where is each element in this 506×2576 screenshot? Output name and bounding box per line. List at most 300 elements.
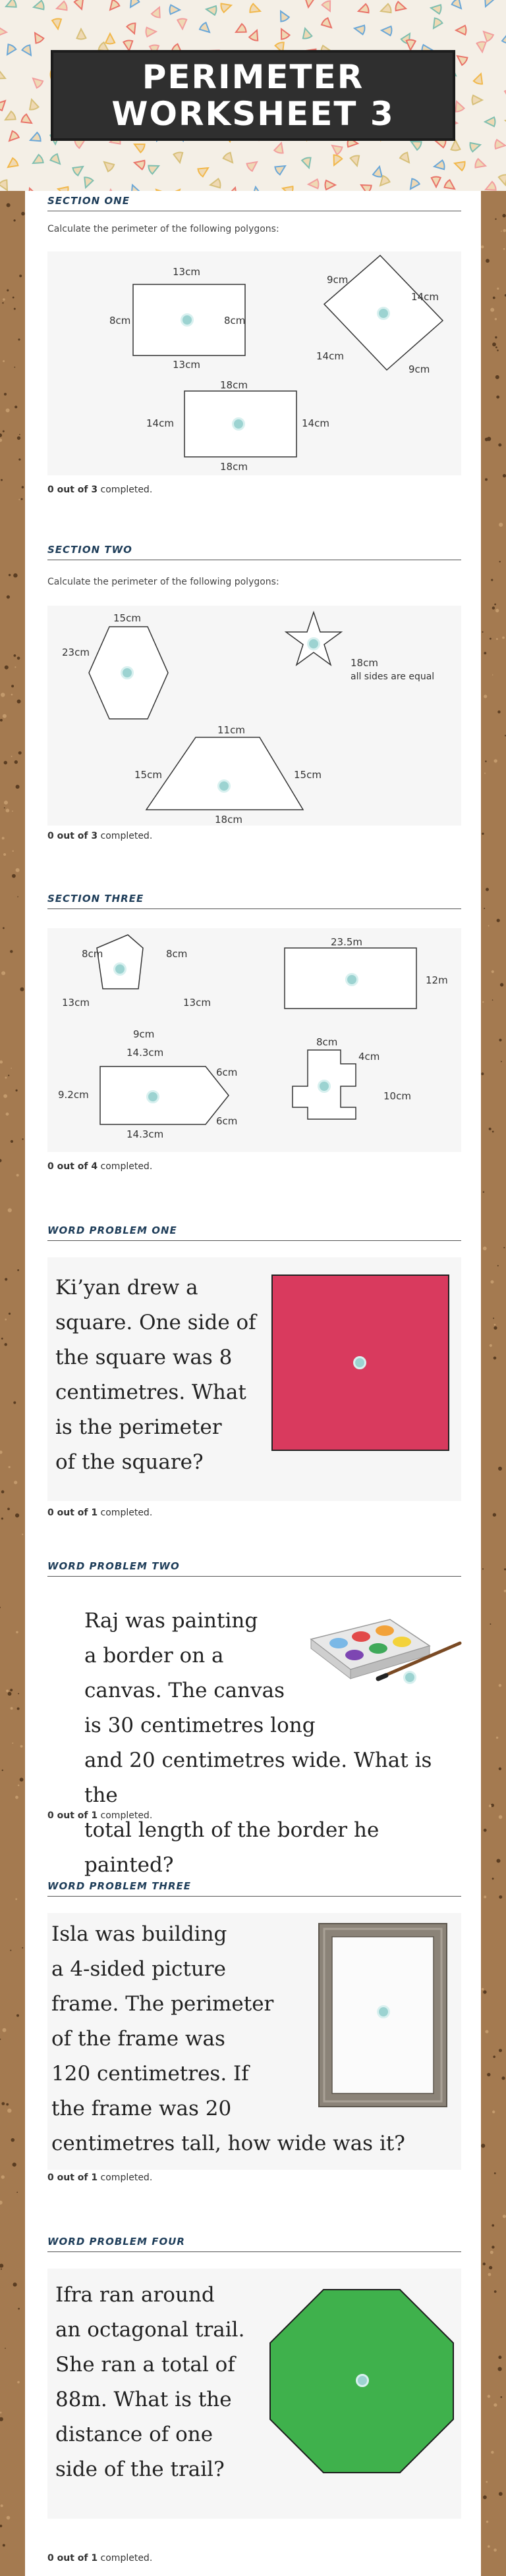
wood-speckle	[488, 925, 490, 926]
wood-speckle	[498, 2367, 502, 2371]
wood-speckle	[489, 1804, 492, 1807]
text-line: the frame was 20	[51, 2097, 232, 2120]
wood-speckle	[1, 2269, 2, 2270]
word-problem-three-panel	[47, 1913, 461, 2170]
pencil-shaving	[199, 22, 213, 36]
label-cross-right: 10cm	[383, 1090, 411, 1102]
pencil-shaving	[322, 0, 334, 13]
label-rect2-left: 14cm	[146, 417, 174, 429]
wood-speckle	[499, 1039, 501, 1041]
word-problem-four-heading: WORD PROBLEM FOUR	[47, 2236, 185, 2247]
wood-speckle	[481, 2143, 485, 2147]
pencil-shaving	[153, 186, 167, 191]
wood-speckle	[17, 657, 20, 660]
wood-speckle	[497, 919, 500, 922]
label-trap-bottom: 18cm	[215, 814, 242, 826]
wood-speckle	[18, 2308, 20, 2310]
wood-speckle	[491, 1280, 494, 1284]
pencil-shaving	[173, 151, 184, 163]
wood-speckle	[5, 1319, 7, 1321]
pencil-shaving	[52, 18, 63, 30]
pencil-shaving	[473, 72, 485, 85]
label-rect-right: 12m	[426, 974, 448, 986]
wood-speckle	[495, 346, 497, 348]
answer-hotspot[interactable]	[146, 1090, 159, 1103]
wood-speckle	[1, 2175, 5, 2178]
answer-hotspot[interactable]	[403, 1671, 416, 1684]
trapezium	[146, 737, 303, 810]
wood-speckle	[18, 338, 20, 340]
wood-speckle	[16, 868, 20, 872]
section-two-instruction: Calculate the perimeter of the following polygons:	[47, 577, 279, 587]
pencil-shaving	[169, 5, 180, 14]
wood-speckle	[11, 685, 14, 687]
text-line: an octagonal trail.	[55, 2318, 245, 2342]
wood-speckle	[487, 2073, 490, 2076]
pencil-shaving	[3, 111, 16, 124]
wood-speckle	[11, 694, 13, 696]
pencil-shaving	[0, 27, 7, 37]
wood-speckle	[495, 219, 496, 220]
pencil-shaving	[495, 140, 506, 150]
text-line: centimetres tall, how wide was it?	[51, 2132, 405, 2155]
section-three-shapes	[47, 928, 461, 1152]
text-line: Raj was painting	[84, 1609, 258, 1633]
label-rect-top: 23.5m	[331, 936, 363, 948]
pencil-shaving	[101, 159, 115, 172]
wood-speckle	[8, 1692, 12, 1696]
wood-speckle	[0, 2417, 3, 2421]
wood-speckle	[486, 2030, 489, 2034]
wood-speckle	[1, 1517, 3, 1519]
wood-speckle	[482, 833, 484, 835]
answer-hotspot[interactable]	[217, 779, 231, 793]
wood-speckle	[16, 1631, 18, 1634]
wood-speckle	[14, 308, 16, 310]
wood-speckle	[492, 674, 493, 675]
pencil-shaving	[502, 32, 506, 43]
arrow-shape	[100, 1066, 229, 1124]
wood-speckle	[502, 214, 505, 217]
wood-speckle	[3, 927, 5, 929]
wood-speckle	[20, 1745, 23, 1748]
wood-speckle	[497, 288, 499, 290]
word-problem-one-text	[55, 1271, 256, 1480]
wood-speckle	[7, 203, 11, 207]
answer-hotspot[interactable]	[377, 307, 390, 320]
wood-speckle	[5, 1343, 7, 1346]
pencil-shaving	[151, 5, 163, 18]
title-box	[51, 50, 455, 141]
wood-speckle	[17, 2381, 20, 2384]
wood-speckle	[22, 1138, 23, 1140]
wood-speckle	[16, 1174, 19, 1176]
wood-speckle	[0, 1159, 2, 1163]
section-three-panel	[47, 928, 461, 1152]
wood-speckle	[499, 1768, 501, 1770]
label-diamond-tl: 9cm	[327, 274, 349, 286]
pencil-shaving	[57, 184, 69, 191]
wood-speckle	[492, 606, 495, 609]
wood-speckle	[502, 637, 505, 639]
wood-speckle	[14, 367, 15, 368]
pencil-shaving	[406, 39, 416, 50]
wood-speckle	[485, 760, 487, 762]
wood-speckle	[3, 714, 7, 718]
wood-speckle	[8, 1208, 12, 1212]
wood-speckle	[17, 896, 18, 897]
wood-speckle	[496, 1737, 498, 1739]
wood-speckle	[1, 479, 3, 481]
text-line: canvas. The canvas	[84, 1679, 285, 1702]
pencil-shaving	[234, 24, 247, 37]
wood-speckle	[18, 1693, 19, 1695]
wood-speckle	[6, 808, 10, 812]
pencil-shaving	[0, 70, 7, 82]
wood-speckle	[486, 888, 489, 891]
pencil-shaving	[72, 163, 86, 176]
answer-hotspot[interactable]	[121, 666, 134, 679]
word-problem-four-text	[55, 2278, 244, 2487]
text-line: Ki’yan drew a	[55, 1276, 198, 1300]
pencil-shaving	[350, 155, 362, 167]
wood-speckle	[482, 1988, 484, 1991]
text-line: of the frame was	[51, 2027, 225, 2051]
wood-speckle	[481, 1072, 484, 1075]
wood-speckle	[482, 631, 483, 633]
wood-speckle	[492, 1878, 494, 1879]
wood-speckle	[493, 1357, 497, 1360]
pencil-shaving	[246, 158, 260, 171]
wood-speckle	[6, 408, 10, 412]
wood-speckle	[503, 229, 506, 232]
wood-speckle	[13, 2282, 17, 2286]
section-three-progress: 0 out of 4 completed.	[47, 1161, 153, 1172]
pencil-shaving	[31, 154, 44, 167]
wood-speckle	[2, 302, 3, 303]
wood-speckle	[499, 1684, 501, 1687]
wood-speckle	[0, 719, 3, 722]
wood-speckle	[3, 2028, 7, 2032]
pencil-shaving	[55, 1, 68, 13]
wood-speckle	[18, 499, 20, 500]
label-pent-l: 13cm	[62, 997, 90, 1009]
section-two-heading: SECTION TWO	[47, 544, 132, 556]
wood-speckle	[0, 2264, 3, 2268]
answer-hotspot[interactable]	[356, 2374, 369, 2387]
wood-speckle	[503, 248, 505, 250]
wood-speckle	[493, 1327, 497, 1330]
label-arrow-tip-bottom: 6cm	[216, 1115, 238, 1127]
wood-speckle	[3, 431, 5, 433]
text-line: distance of one	[55, 2423, 213, 2446]
pencil-shaving	[5, 157, 19, 171]
wood-speckle	[10, 1950, 11, 1951]
section-divider	[47, 1576, 461, 1577]
pencil-shaving	[430, 3, 441, 14]
section-one-instruction: Calculate the perimeter of the following polygons:	[47, 224, 279, 234]
wood-speckle	[14, 1481, 17, 1484]
label-star-side: 18cm	[351, 657, 378, 669]
pencil-shaving	[281, 184, 294, 191]
wood-speckle	[0, 433, 2, 437]
wood-speckle	[6, 2103, 9, 2106]
wood-speckle	[5, 666, 9, 670]
pencil-shaving	[49, 153, 63, 167]
section-divider	[47, 908, 461, 909]
wood-speckle	[491, 2451, 493, 2454]
pencil-shaving	[277, 9, 290, 22]
wood-speckle	[19, 275, 22, 277]
wood-speckle	[1, 971, 5, 975]
wood-speckle	[494, 2290, 497, 2293]
wood-speckle	[16, 2014, 19, 2017]
pencil-shaving	[485, 117, 495, 126]
wood-speckle	[498, 1467, 502, 1471]
section-one-heading: SECTION ONE	[47, 195, 130, 207]
wood-speckle	[0, 2525, 2, 2527]
pencil-shaving	[107, 0, 121, 13]
text-line: is the perimeter	[55, 1415, 222, 1439]
wood-speckle	[9, 1313, 11, 1315]
pencil-shaving	[31, 30, 44, 44]
wood-speckle	[494, 1324, 496, 1326]
label-trap-right: 15cm	[294, 769, 322, 781]
word-problem-two-heading: WORD PROBLEM TWO	[47, 1560, 180, 1572]
word-problem-one-progress: 0 out of 1 completed.	[47, 1508, 153, 1518]
text-line: is 30 centimetres long	[84, 1714, 316, 1737]
pencil-shaving	[28, 132, 42, 145]
pencil-shaving	[133, 158, 146, 170]
wood-speckle	[4, 393, 7, 396]
wood-speckle	[11, 2138, 15, 2142]
pencil-shaving	[476, 41, 487, 53]
section-divider	[47, 1240, 461, 1241]
wood-speckle	[12, 874, 16, 878]
section-three-heading: SECTION THREE	[47, 893, 144, 905]
pencil-shaving	[223, 152, 237, 166]
wood-speckle	[7, 1508, 10, 1510]
pencil-shaving	[274, 162, 288, 175]
wood-speckle	[484, 1829, 487, 1832]
text-line: the square was 8	[55, 1346, 233, 1369]
pencil-shaving	[251, 186, 262, 191]
answer-hotspot[interactable]	[345, 973, 358, 986]
wood-speckle	[6, 1113, 9, 1116]
wood-speckle	[500, 983, 503, 986]
pencil-shaving	[482, 0, 494, 9]
pencil-shaving	[126, 0, 140, 10]
wood-speckle	[16, 1090, 18, 1091]
label-rect2-bottom: 18cm	[220, 461, 248, 473]
wood-speckle	[17, 1269, 19, 1271]
wood-speckle	[15, 1513, 19, 1517]
text-line: 88m. What is the	[55, 2388, 232, 2411]
text-line: total length of the border he painted?	[84, 1818, 380, 1877]
answer-hotspot[interactable]	[181, 313, 194, 327]
wood-speckle	[17, 1708, 20, 1710]
pentagon	[97, 935, 143, 989]
wood-speckle	[498, 2355, 501, 2359]
wood-speckle	[1, 2102, 5, 2105]
wood-speckle	[486, 2481, 488, 2483]
wood-speckle	[18, 1785, 20, 1787]
answer-hotspot[interactable]	[113, 962, 126, 976]
wood-speckle	[3, 360, 5, 362]
wood-speckle	[12, 810, 13, 812]
section-two-progress: 0 out of 3 completed.	[47, 831, 153, 841]
wood-speckle	[492, 999, 493, 1001]
label-pent-r: 13cm	[183, 997, 211, 1009]
wood-speckle	[2, 1770, 3, 1771]
wood-speckle	[503, 1247, 505, 1248]
label-cross-top: 8cm	[316, 1036, 338, 1048]
wood-speckle	[490, 2251, 493, 2254]
pencil-shaving	[399, 151, 413, 165]
pencil-shaving	[0, 97, 9, 111]
pencil-shaving	[81, 176, 93, 189]
wood-speckle	[3, 298, 5, 301]
answer-hotspot[interactable]	[307, 637, 320, 650]
label-pent-tr: 8cm	[166, 948, 188, 960]
wood-speckle	[493, 1513, 496, 1516]
pencil-shaving	[308, 179, 319, 189]
pencil-shaving	[105, 34, 115, 44]
wood-speckle	[484, 1896, 486, 1899]
wood-speckle	[499, 561, 501, 562]
wood-speckle	[496, 638, 498, 640]
pencil-shaving	[359, 181, 372, 191]
wood-speckle	[14, 654, 16, 657]
wood-speckle	[22, 1947, 23, 1949]
worksheet-content	[25, 191, 481, 2576]
pencil-shaving	[220, 1, 233, 13]
pencil-shaving	[357, 4, 370, 16]
wood-speckle	[11, 756, 13, 757]
wood-speckle	[495, 318, 497, 320]
pencil-shaving	[30, 75, 43, 89]
wood-speckle	[497, 1859, 501, 1863]
wood-speckle	[489, 2266, 492, 2269]
wood-speckle	[1, 1490, 5, 1494]
answer-hotspot[interactable]	[353, 1356, 366, 1369]
pencil-shaving	[474, 159, 487, 171]
answer-hotspot[interactable]	[232, 417, 245, 431]
wood-speckle	[13, 297, 14, 299]
wood-speckle	[492, 2224, 494, 2227]
title-line-1: PERIMETER	[142, 58, 364, 96]
wood-speckle	[499, 2049, 502, 2052]
pencil-shaving	[146, 27, 156, 37]
pencil-shaving	[498, 174, 506, 186]
wood-speckle	[486, 2521, 488, 2523]
label-arrow-top: 14.3cm	[126, 1047, 164, 1059]
wood-speckle	[483, 1247, 487, 1251]
label-rect2-top: 18cm	[220, 379, 248, 391]
label-rect1-left: 8cm	[109, 315, 131, 327]
pencil-shaving	[197, 164, 211, 177]
pencil-shaving	[430, 17, 443, 31]
wood-speckle	[15, 1898, 17, 1900]
pencil-shaving	[170, 186, 184, 191]
label-arrow-bottom: 14.3cm	[126, 1128, 164, 1140]
pencil-shaving	[432, 176, 441, 187]
label-star-note: all sides are equal	[351, 671, 435, 682]
wood-speckle	[492, 342, 496, 346]
pencil-shaving	[329, 142, 343, 155]
wood-speckle	[6, 1690, 9, 1693]
wood-speckle	[20, 987, 24, 991]
wood-speckle	[495, 375, 499, 379]
wood-speckle	[14, 760, 18, 764]
pencil-shaving	[206, 5, 217, 15]
wood-speckle	[7, 2109, 11, 2113]
pencil-shaving	[277, 27, 291, 40]
wood-speckle	[18, 751, 22, 754]
wood-speckle	[0, 2411, 2, 2413]
wood-speckle	[484, 908, 485, 909]
pencil-shaving	[453, 159, 466, 171]
section-two-shapes	[47, 606, 461, 826]
wood-speckle	[1, 2504, 3, 2507]
label-pent-tl: 8cm	[82, 948, 103, 960]
wood-speckle	[7, 595, 10, 598]
wood-speckle	[484, 652, 486, 654]
wood-speckle	[493, 2056, 495, 2059]
wood-speckle	[493, 297, 495, 300]
wood-speckle	[10, 1689, 13, 1691]
wood-speckle	[488, 2273, 492, 2276]
pencil-shaving	[472, 95, 482, 105]
wood-speckle	[495, 609, 499, 612]
wood-speckle	[490, 308, 494, 312]
wood-speckle	[7, 2516, 11, 2520]
section-divider	[47, 1896, 461, 1897]
wood-speckle	[489, 1128, 492, 1130]
word-problem-one-panel	[47, 1257, 461, 1501]
wood-speckle	[503, 2215, 506, 2218]
wood-speckle	[13, 573, 17, 577]
label-cross-notch: 4cm	[358, 1051, 380, 1063]
pencil-shaving	[484, 181, 497, 191]
wood-speckle	[484, 695, 487, 698]
title-line-2: WORKSHEET 3	[111, 95, 395, 133]
pencil-shaving	[381, 26, 392, 36]
wood-speckle	[498, 443, 501, 446]
pencil-shaving	[274, 142, 286, 154]
label-diamond-tr: 14cm	[411, 291, 439, 303]
wood-speckle	[0, 1607, 1, 1608]
text-line: frame. The perimeter	[51, 1992, 274, 2016]
pencil-shaving	[469, 140, 482, 152]
wood-speckle	[11, 1068, 12, 1069]
wood-speckle	[499, 1895, 502, 1899]
wood-speckle	[20, 1777, 24, 1781]
section-one-panel	[47, 251, 461, 475]
answer-hotspot[interactable]	[318, 1080, 331, 1093]
pencil-shaving	[300, 27, 312, 39]
wood-speckle	[493, 1318, 494, 1319]
answer-hotspot[interactable]	[377, 2005, 390, 2018]
section-one-shapes	[47, 251, 461, 475]
word-problem-three-heading: WORD PROBLEM THREE	[47, 1880, 192, 1892]
wood-speckle	[13, 2163, 16, 2167]
section-divider	[47, 2251, 461, 2252]
pencil-shaving	[434, 160, 445, 171]
wood-speckle	[495, 336, 497, 338]
wood-speckle	[499, 2492, 503, 2496]
wood-speckle	[8, 1075, 9, 1076]
